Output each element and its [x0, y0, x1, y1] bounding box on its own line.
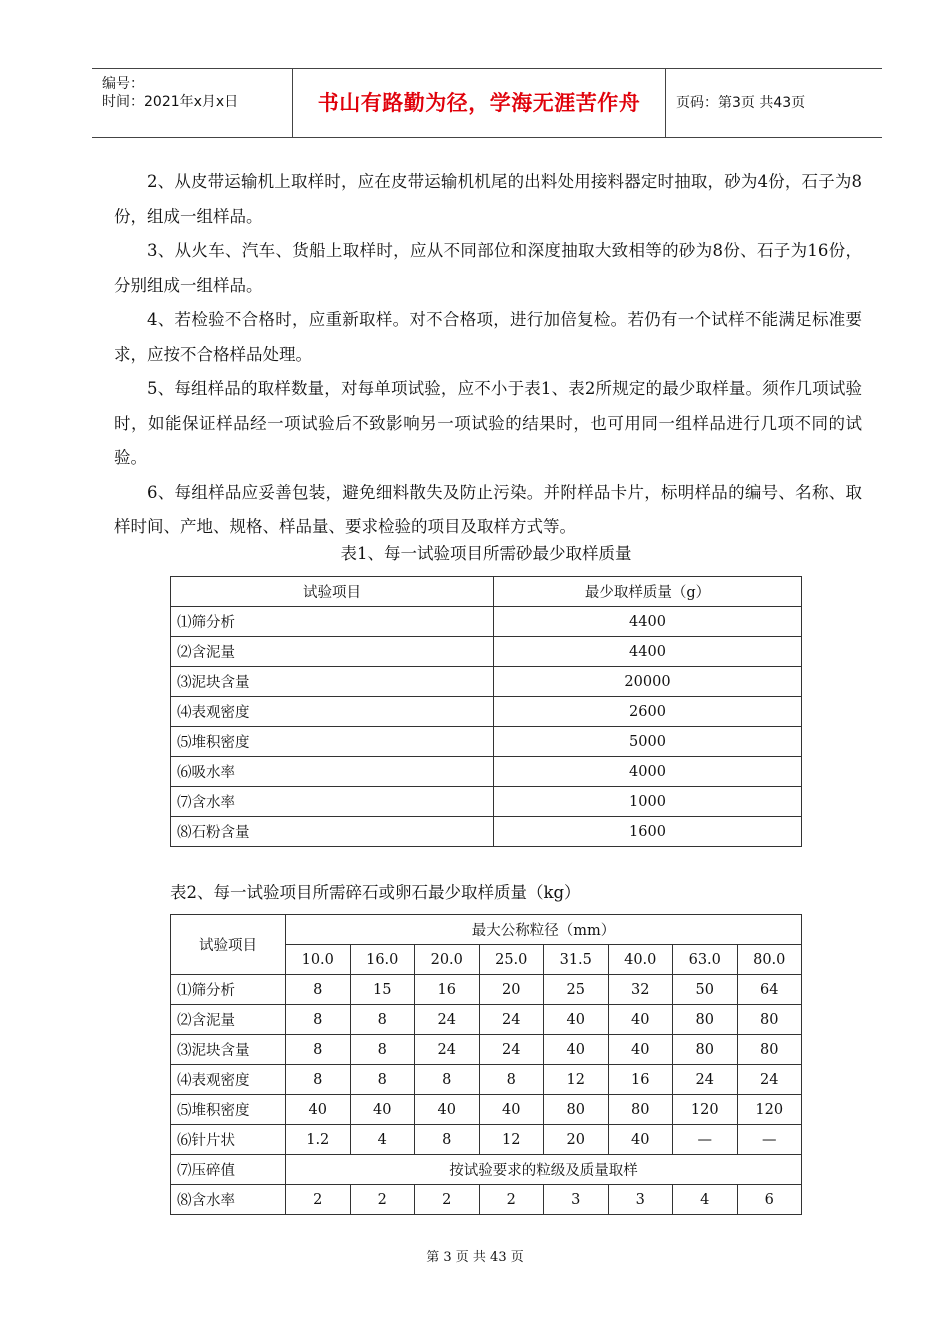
paragraph: 6、每组样品应妥善包装，避免细料散失及防止污染。并附样品卡片，标明样品的编号、名称、取样时间、产地、规格、样品量、要求检验的项目及取样方式等。 — [114, 482, 862, 536]
table-cell: 40 — [479, 1095, 544, 1125]
header-page-info: 页码：第3页 共43页 — [676, 95, 806, 111]
table-cell: 20 — [479, 975, 544, 1005]
table-header-cell: 最大公称粒径（mm） — [286, 915, 802, 945]
table-cell: 50 — [673, 975, 738, 1005]
table-row — [171, 1035, 802, 1065]
table-cell: 4400 — [494, 637, 802, 667]
table-cell: 80 — [673, 1005, 738, 1035]
header-time: 时间：2021年x月x日 — [102, 94, 239, 110]
table-cell: 1000 — [494, 787, 802, 817]
table2-caption: 表2、每一试验项目所需碎石或卵石最少取样质量（kg） — [170, 883, 581, 902]
page-header — [92, 68, 882, 138]
table-header-cell: 63.0 — [673, 945, 738, 975]
table-cell: 2 — [286, 1185, 351, 1215]
table-cell: ⑶泥块含量 — [171, 1035, 286, 1065]
table-cell: 3 — [544, 1185, 609, 1215]
table-row — [171, 787, 802, 817]
table-header-cell: 80.0 — [737, 945, 802, 975]
table-row — [171, 607, 802, 637]
table-cell: 40 — [286, 1095, 351, 1125]
header-meta — [92, 69, 292, 137]
table-cell: 8 — [415, 1065, 480, 1095]
table-cell: 20000 — [494, 667, 802, 697]
table-cell: 2600 — [494, 697, 802, 727]
table-cell: 8 — [286, 1035, 351, 1065]
header-divider — [665, 69, 666, 137]
body-text — [114, 165, 862, 545]
table-cell: 80 — [737, 1005, 802, 1035]
table-header-cell: 10.0 — [286, 945, 351, 975]
table-cell: ⑺压碎值 — [171, 1155, 286, 1185]
table-cell: ⑴筛分析 — [171, 607, 494, 637]
table-row — [171, 637, 802, 667]
table-header-cell: 31.5 — [544, 945, 609, 975]
table1 — [170, 576, 802, 847]
table-cell: 120 — [673, 1095, 738, 1125]
paragraph: 3、从火车、汽车、货船上取样时，应从不同部位和深度抽取大致相等的砂为8份、石子为16份，分别组成一组样品。 — [114, 241, 862, 295]
table-cell: 16 — [415, 975, 480, 1005]
table-cell: 1.2 — [286, 1125, 351, 1155]
table-cell: 24 — [415, 1005, 480, 1035]
table-cell: ⑸堆积密度 — [171, 1095, 286, 1125]
table-cell: ⑵含泥量 — [171, 1005, 286, 1035]
table-cell: 40 — [544, 1035, 609, 1065]
table2 — [170, 914, 802, 1215]
table-cell: 40 — [350, 1095, 415, 1125]
table-header-cell: 最少取样质量（g） — [494, 577, 802, 607]
table-cell: ⑷表观密度 — [171, 697, 494, 727]
table-cell: 24 — [479, 1005, 544, 1035]
table-cell: 24 — [737, 1065, 802, 1095]
table-cell: 8 — [479, 1065, 544, 1095]
table-row — [171, 727, 802, 757]
table-cell: 16 — [608, 1065, 673, 1095]
table-cell: 8 — [286, 975, 351, 1005]
table-header-cell: 16.0 — [350, 945, 415, 975]
table-cell: 24 — [673, 1065, 738, 1095]
table-cell: 25 — [544, 975, 609, 1005]
table-row — [171, 1185, 802, 1215]
table-header-row — [171, 915, 802, 945]
table-header-cell: 40.0 — [608, 945, 673, 975]
table-cell: 15 — [350, 975, 415, 1005]
table-row — [171, 697, 802, 727]
table-cell: 80 — [737, 1035, 802, 1065]
table-cell: 4 — [673, 1185, 738, 1215]
table-cell: 8 — [350, 1065, 415, 1095]
table-cell: 8 — [350, 1035, 415, 1065]
table-cell: ⑹吸水率 — [171, 757, 494, 787]
table-cell: 4 — [350, 1125, 415, 1155]
table-cell: ⑸堆积密度 — [171, 727, 494, 757]
table-cell: ⑻石粉含量 — [171, 817, 494, 847]
table-cell: ⑹针片状 — [171, 1125, 286, 1155]
table-cell: 2 — [350, 1185, 415, 1215]
table-cell: 8 — [350, 1005, 415, 1035]
table-cell: 80 — [608, 1095, 673, 1125]
paragraph: 2、从皮带运输机上取样时，应在皮带运输机机尾的出料处用接料器定时抽取，砂为4份，石子为8份，组成一组样品。 — [114, 172, 862, 226]
table-cell: 6 — [737, 1185, 802, 1215]
table-cell: ⑵含泥量 — [171, 637, 494, 667]
table-cell: — — [737, 1125, 802, 1155]
table-row — [171, 1125, 802, 1155]
table-cell: 80 — [544, 1095, 609, 1125]
table-cell: ⑻含水率 — [171, 1185, 286, 1215]
table-cell: 2 — [479, 1185, 544, 1215]
header-number: 编号： — [102, 76, 144, 92]
table-cell: 64 — [737, 975, 802, 1005]
table-cell: 32 — [608, 975, 673, 1005]
table-cell: 4400 — [494, 607, 802, 637]
table-cell: 40 — [415, 1095, 480, 1125]
table-cell: 24 — [479, 1035, 544, 1065]
table-header-cell: 25.0 — [479, 945, 544, 975]
table-cell: 12 — [544, 1065, 609, 1095]
paragraph: 4、若检验不合格时，应重新取样。对不合格项，进行加倍复检。若仍有一个试样不能满足标准要求，应按不合格样品处理。 — [114, 310, 862, 364]
table-cell: 40 — [608, 1125, 673, 1155]
table-cell: 40 — [608, 1035, 673, 1065]
table-row — [171, 1065, 802, 1095]
header-motto: 书山有路勤为径，学海无涯苦作舟 — [317, 91, 641, 115]
table-row — [171, 1095, 802, 1125]
table-row — [171, 667, 802, 697]
table-row — [171, 975, 802, 1005]
table-cell: 5000 — [494, 727, 802, 757]
table-cell: 2 — [415, 1185, 480, 1215]
table-cell: ⑺含水率 — [171, 787, 494, 817]
table-cell: — — [673, 1125, 738, 1155]
table-cell: 40 — [608, 1005, 673, 1035]
table-cell: 按试验要求的粒级及质量取样 — [286, 1155, 802, 1185]
table-cell: 8 — [415, 1125, 480, 1155]
table-row — [171, 1155, 802, 1185]
page-footer: 第 3 页 共 43 页 — [426, 1250, 524, 1265]
table-cell: 3 — [608, 1185, 673, 1215]
table-header-row — [171, 577, 802, 607]
table-cell: 24 — [415, 1035, 480, 1065]
table-cell: ⑴筛分析 — [171, 975, 286, 1005]
table-cell: 40 — [544, 1005, 609, 1035]
table-cell: 1600 — [494, 817, 802, 847]
table-cell: ⑷表观密度 — [171, 1065, 286, 1095]
table-header-cell: 20.0 — [415, 945, 480, 975]
table-cell: 12 — [479, 1125, 544, 1155]
table-cell: 8 — [286, 1065, 351, 1095]
table-cell: ⑶泥块含量 — [171, 667, 494, 697]
table-header-cell: 试验项目 — [171, 577, 494, 607]
table-cell: 4000 — [494, 757, 802, 787]
table-cell: 80 — [673, 1035, 738, 1065]
table-cell: 8 — [286, 1005, 351, 1035]
table-row — [171, 757, 802, 787]
paragraph: 5、每组样品的取样数量，对每单项试验，应不小于表1、表2所规定的最少取样量。须作几项试验时，如能保证样品经一项试验后不致影响另一项试验的结果时，也可用同一组样品进行几项不同的试验。 — [114, 379, 862, 467]
table-cell: 120 — [737, 1095, 802, 1125]
table-row — [171, 817, 802, 847]
table-cell: 20 — [544, 1125, 609, 1155]
table1-caption: 表1、每一试验项目所需砂最少取样质量 — [340, 544, 632, 563]
table-row — [171, 1005, 802, 1035]
table-header-cell: 试验项目 — [171, 915, 286, 975]
